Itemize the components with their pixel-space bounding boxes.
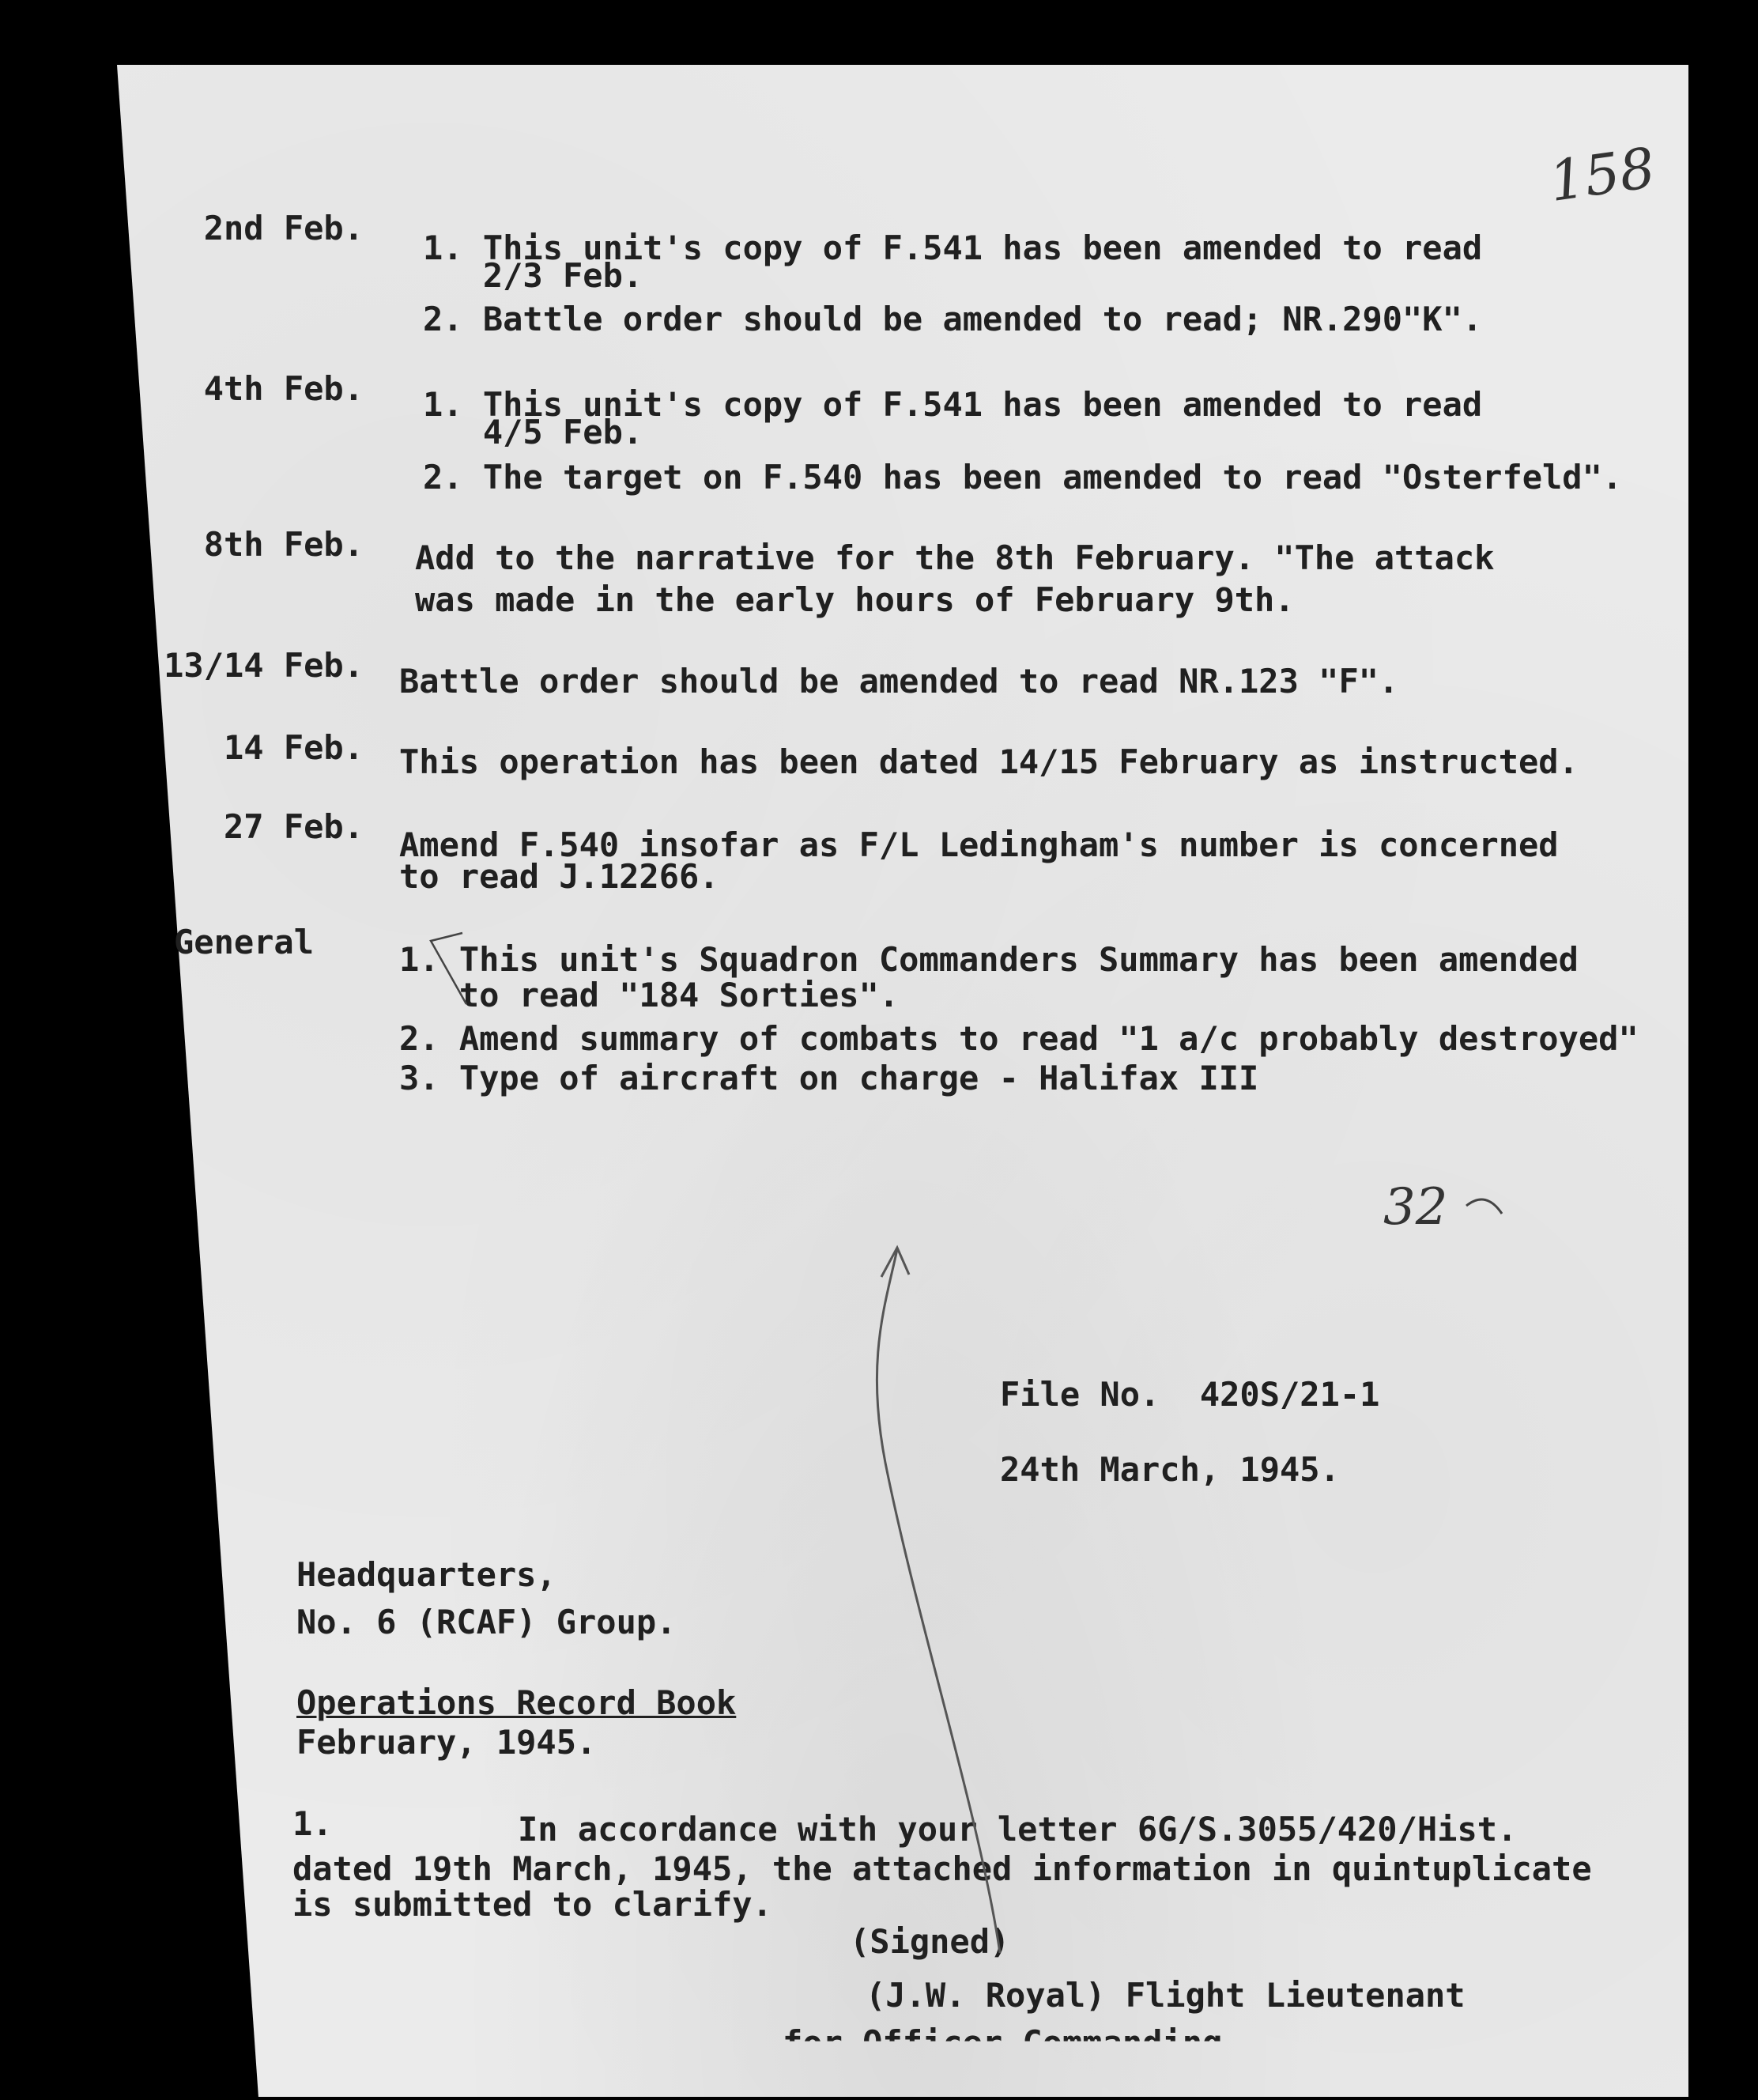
entry-date-14-feb: 14 Feb. [223,728,364,767]
entry-line: Battle order should be amended to read NR.123 "F". [399,662,1399,701]
folio-number: 158 [1545,135,1659,214]
entry-line: This operation has been dated 14/15 February as instructed. [399,742,1579,781]
entry-line: to read J.12266. [399,857,719,896]
address-line-2: No. 6 (RCAF) Group. [296,1603,677,1641]
entry-date-4th-feb: 4th Feb. [203,369,364,408]
entry-line: Amend F.540 insofar as F/L Ledingham's number is concerned [399,825,1559,864]
body-line: In accordance with your letter 6G/S.3055/420/Hist. [518,1810,1518,1849]
body-line: is submitted to clarify. [292,1885,772,1924]
file-number: File No. 420S/21-1 [1000,1375,1380,1414]
signed-mark: (Signed) [850,1922,1010,1961]
entry-date-2nd-feb: 2nd Feb. [203,209,364,247]
entry-line: 3. Type of aircraft on charge - Halifax III [399,1059,1259,1097]
entry-line: 1. This unit's copy of F.541 has been amended to read [423,229,1483,267]
entry-line: 2. Amend summary of combats to read "1 a/c probably destroyed" [399,1019,1639,1058]
entry-date-27-feb: 27 Feb. [223,807,364,846]
letter-date: 24th March, 1945. [1000,1450,1340,1489]
entry-date-13-14-feb: 13/14 Feb. [164,646,364,685]
entry-line: 2/3 Feb. [423,256,643,295]
entry-line: 1. This unit's Squadron Commanders Summary has been amended [399,940,1579,979]
entry-line: 2. The target on F.540 has been amended to read "Osterfeld". [423,458,1623,497]
entry-line: 2. Battle order should be amended to read; NR.290"K". [423,300,1483,338]
entry-line: 1. This unit's copy of F.541 has been amended to read [423,385,1483,424]
entry-line: 4/5 Feb. [423,413,643,451]
handwritten-count: 32 [1383,1178,1448,1237]
entry-line: to read "184 Sorties". [399,976,900,1014]
signatory-name-rank: (J.W. Royal) Flight Lieutenant [866,1976,1466,2015]
subject-title: Operations Record Book [296,1683,737,1722]
entry-date-general: General [174,923,315,961]
paragraph-number: 1. [292,1804,333,1843]
address-line-1: Headquarters, [296,1555,556,1594]
subject-period: February, 1945. [296,1723,597,1762]
entry-line: Add to the narrative for the 8th February. "The attack [415,538,1495,577]
entry-line: was made in the early hours of February 9th. [415,580,1295,619]
entry-date-8th-feb: 8th Feb. [203,525,364,564]
body-line: dated 19th March, 1945, the attached information in quintuplicate [292,1849,1592,1888]
